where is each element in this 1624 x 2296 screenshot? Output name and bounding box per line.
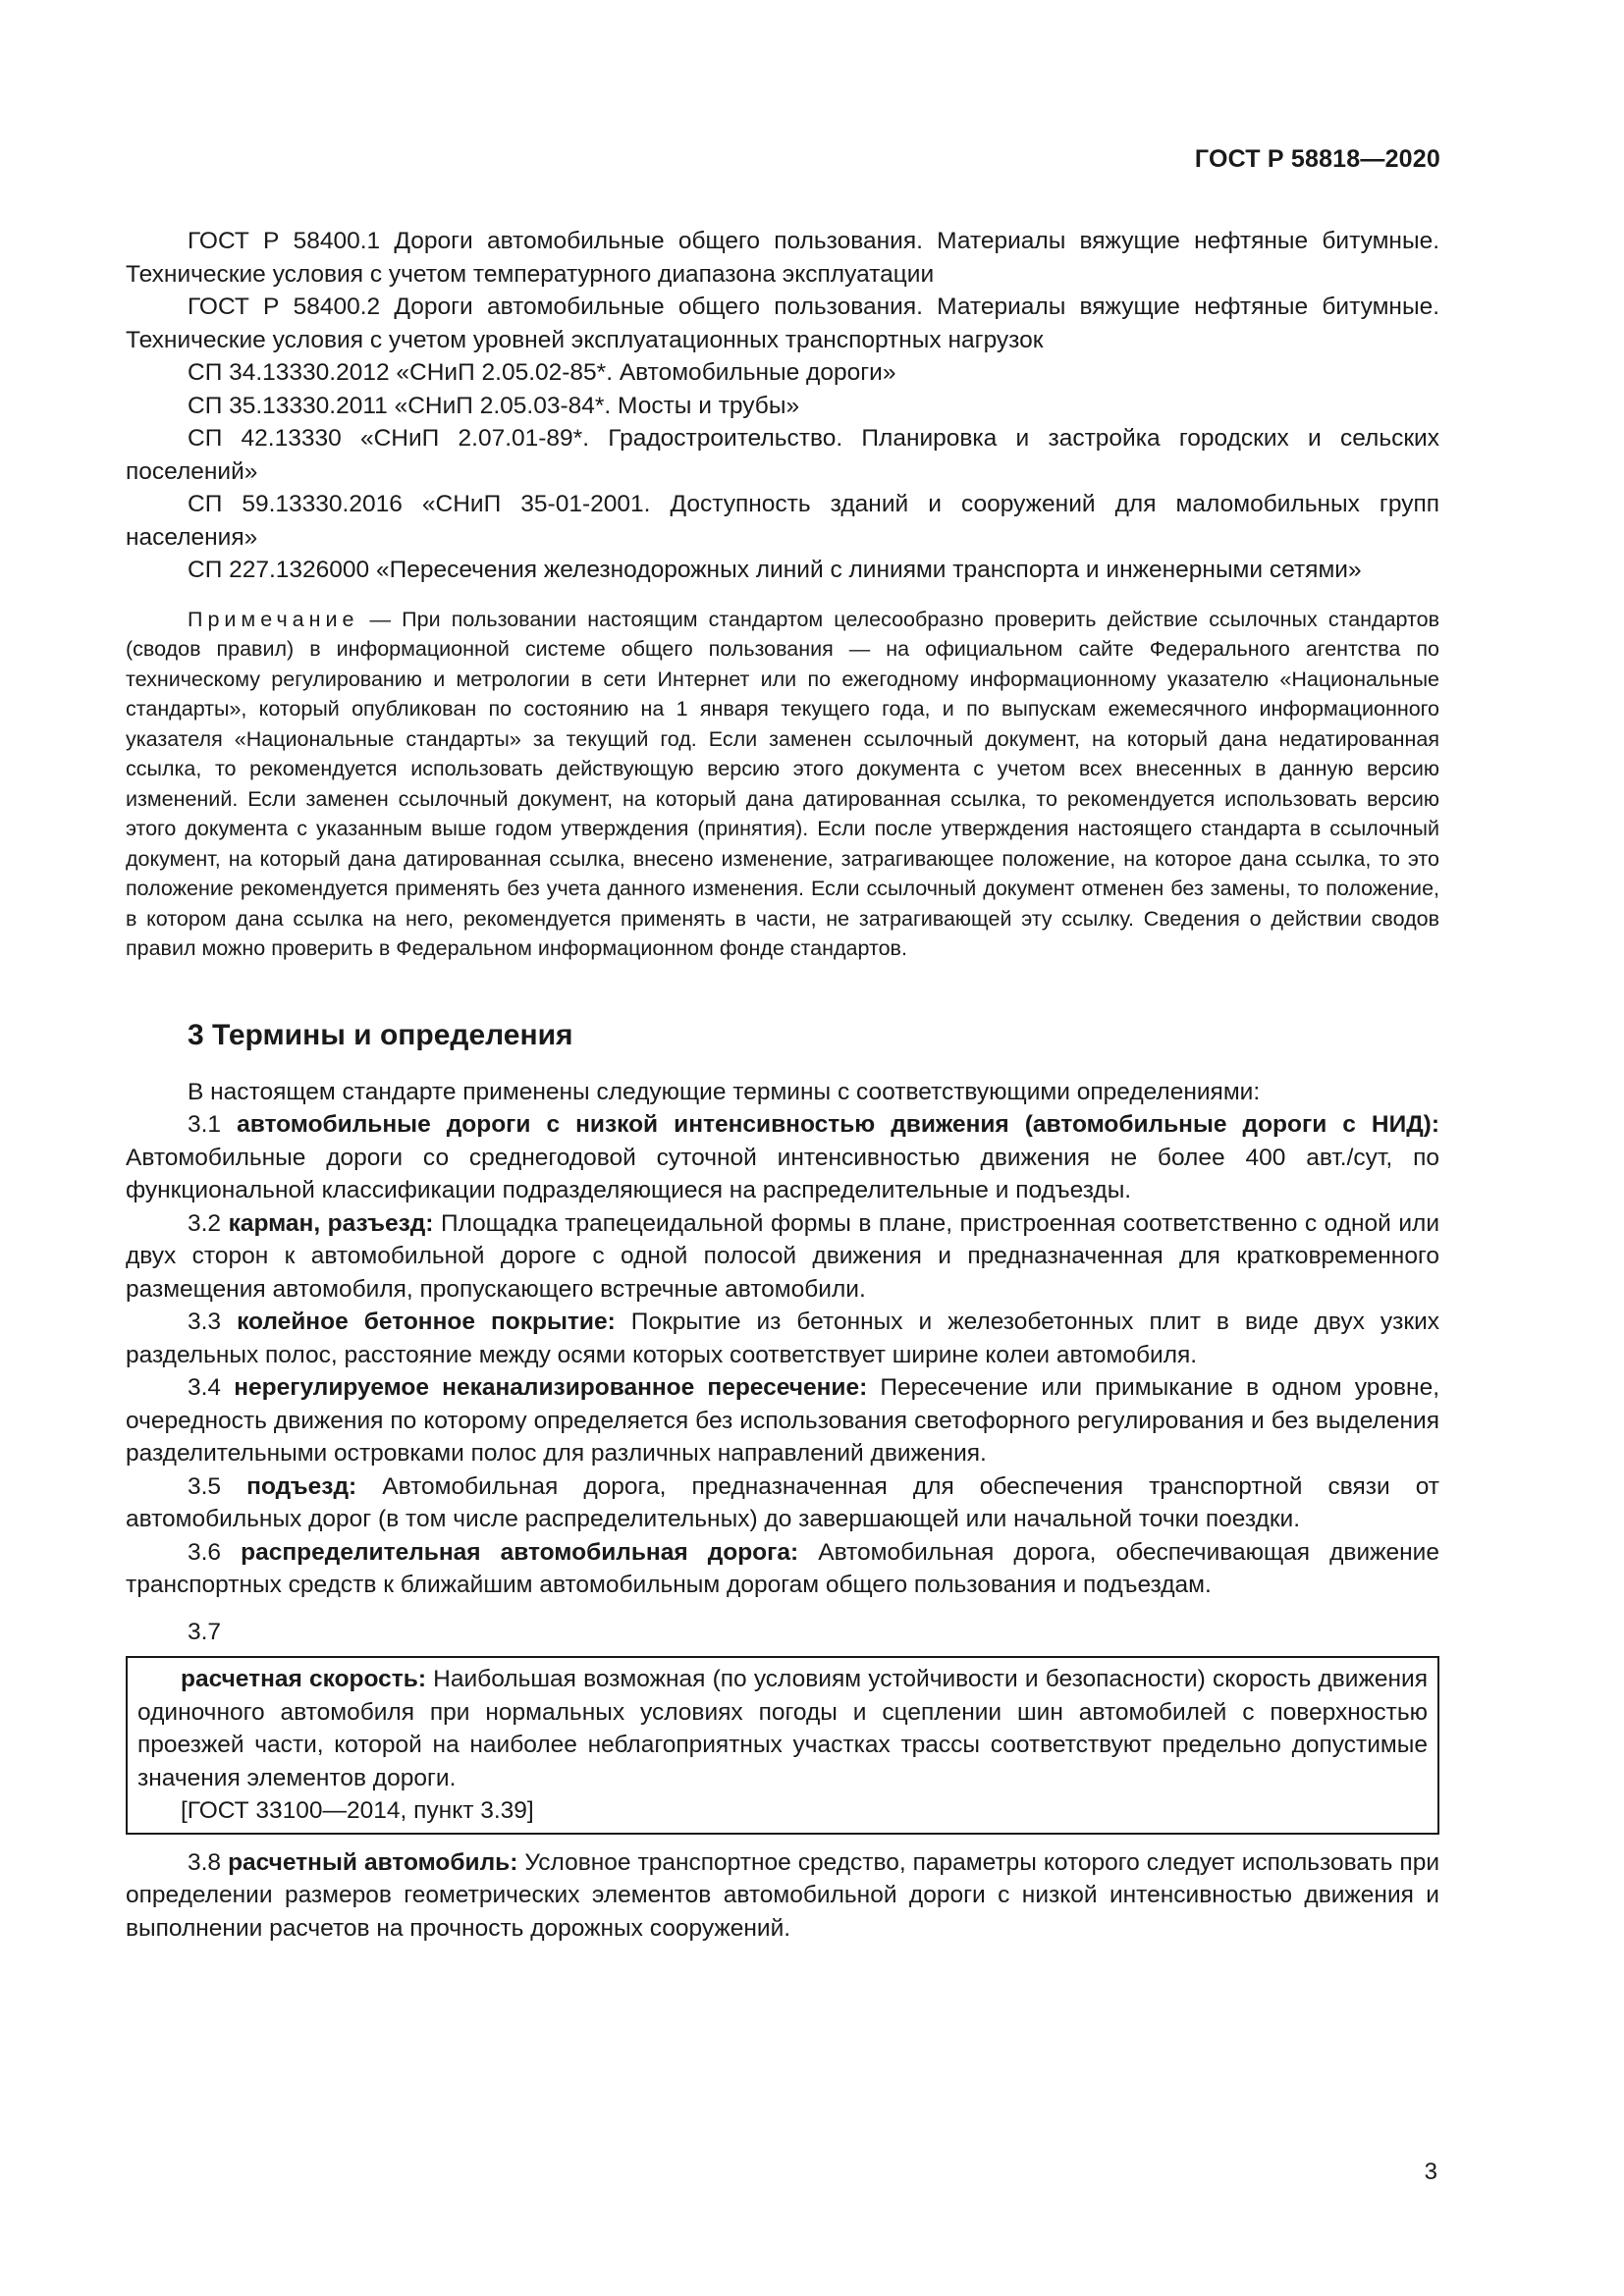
note-label: Примечание bbox=[188, 607, 359, 631]
term-number: 3.6 bbox=[188, 1538, 222, 1566]
term-definition bbox=[126, 1207, 1439, 1307]
term-text: Площадка трапецеидальной формы в плане, пристроенная соответственно с одной или двух сторон к автомобильной дороге с одной полосой движения и предназначенная для кратковременного размещения автомобиля, пропускающего встречные автомобили. bbox=[126, 1209, 1440, 1303]
term-text: Автомобильная дорога, обеспечивающая движение транспортных средств к ближайшим автомобильным дорогам общего пользования и подъездам. bbox=[126, 1538, 1439, 1598]
term-name: карман, разъезд: bbox=[228, 1209, 434, 1237]
term-name: автомобильные дороги с низкой интенсивностью движения (автомобильные дороги с НИД): bbox=[237, 1111, 1439, 1138]
term-text: Автомобильные дороги со среднегодовой суточной интенсивностью движения не более 400 авт./сут, по функциональной классификации подразделяющиеся на распределительные и подъезды. bbox=[126, 1144, 1439, 1203]
term-number: 3.5 bbox=[188, 1472, 222, 1500]
page-number: 3 bbox=[1424, 2159, 1437, 2185]
term-text: Наибольшая возможная (по условиям устойчивости и безопасности) скорость движения одиночного автомобиля при нормальных условиях погоды и сцеплении шин автомобилей с поверхностью проезжей части, которой на наиболее неблагоприятных участках трассы соответствуют предельно допустимые значения элементов дороги. bbox=[137, 1666, 1428, 1791]
term-number: 3.1 bbox=[188, 1111, 222, 1138]
reference-item: СП 42.13330 «СНиП 2.07.01-89*. Градостроительство. Планировка и застройка городских и сельских поселений» bbox=[126, 425, 1439, 485]
term-definition bbox=[126, 1108, 1439, 1207]
term-name: распределительная автомобильная дорога: bbox=[241, 1538, 799, 1566]
term-text: Автомобильная дорога, предназначенная для обеспечения транспортной связи от автомобильных дорог (в том числе распределительных) до завершающей или начальной точки поездки. bbox=[126, 1472, 1440, 1532]
term-name: расчетная скорость: bbox=[181, 1666, 426, 1692]
term-number: 3.3 bbox=[188, 1308, 222, 1335]
term-name: расчетный автомобиль: bbox=[228, 1848, 518, 1876]
document-header: ГОСТ Р 58818—2020 bbox=[1194, 145, 1440, 173]
term-number: 3.8 bbox=[188, 1848, 222, 1876]
section-title: 3 Термины и определения bbox=[188, 1018, 573, 1051]
term-text: Пересечение или примыкание в одном уровне, очередность движения по которому определяется без использования светофорного регулирования и без выделения разделительными островками полос для различных направлений движения. bbox=[126, 1374, 1440, 1467]
term-definition bbox=[126, 1470, 1439, 1536]
reference-item: СП 227.1326000 «Пересечения железнодорожных линий с линиями транспорта и инженерными сетями» bbox=[188, 557, 1362, 583]
term-definition bbox=[126, 1846, 1439, 1946]
term-definition bbox=[126, 1536, 1439, 1602]
borrowed-term-box bbox=[126, 1656, 1439, 1835]
term-name: подъезд: bbox=[246, 1472, 357, 1500]
reference-item: СП 59.13330.2016 «СНиП 35-01-2001. Доступность зданий и сооружений для маломобильных групп населения» bbox=[126, 491, 1439, 551]
page-content bbox=[126, 225, 1439, 1945]
term-text: Покрытие из бетонных и железобетонных плит в виде двух узких раздельных полос, расстояние между осями которых соответствует ширине колеи автомобиля. bbox=[126, 1308, 1440, 1368]
term-text: Условное транспортное средство, параметры которого следует использовать при определении размеров геометрических элементов автомобильной дороги с низкой интенсивностью движения и выполнении расчетов на прочность дорожных сооружений. bbox=[126, 1848, 1440, 1942]
boxed-term-definition bbox=[137, 1663, 1428, 1794]
references-note bbox=[126, 605, 1439, 964]
term-number: 3.4 bbox=[188, 1374, 222, 1401]
boxed-term-number: 3.7 bbox=[188, 1618, 222, 1645]
section-intro: В настоящем стандарте применены следующие термины с соответствующими определениями: bbox=[188, 1078, 1261, 1105]
note-text: — При пользовании настоящим стандартом целесообразно проверить действие ссылочных стандартов (сводов правил) в информационной системе общего пользования — на официальном сайте Федерального агентства по техническому регулированию и метрологии в сети Интернет или по ежегодному информационному указателю «Национальные стандарты», который опубликован по состоянию на 1 января текущего года, и по выпускам ежемесячного информационного указателя «Национальные стандарты» за текущий год. Если заменен ссылочный документ, на который дана недатированная ссылка, то рекомендуется использовать действующую версию этого документа с учетом всех внесенных в данную версию изменений. Если заменен ссылочный документ, на который дана датированная ссылка, то рекомендуется использовать версию этого документа с указанным выше годом утверждения (принятия). Если после утверждения настоящего стандарта в ссылочный документ, на который дана датированная ссылка, внесено изменение, затрагивающее положение, на которое дана ссылка, то это положение рекомендуется применять без учета данного изменения. Если ссылочный документ отменен без замены, то положение, в котором дана ссылка на него, рекомендуется применять в части, не затрагивающей эту ссылку. Сведения о действии сводов правил можно проверить в Федеральном информационном фонде стандартов. bbox=[126, 607, 1439, 960]
term-definition bbox=[126, 1371, 1439, 1470]
reference-item: СП 35.13330.2011 «СНиП 2.05.03-84*. Мосты и трубы» bbox=[188, 392, 800, 419]
normative-references bbox=[126, 225, 1439, 587]
term-number: 3.2 bbox=[188, 1209, 222, 1237]
term-source: [ГОСТ 33100—2014, пункт 3.39] bbox=[181, 1797, 534, 1824]
term-name: колейное бетонное покрытие: bbox=[237, 1308, 616, 1335]
term-name: нерегулируемое неканализированное пересечение: bbox=[234, 1374, 868, 1401]
reference-item: ГОСТ Р 58400.2 Дороги автомобильные общего пользования. Материалы вяжущие нефтяные битумные. Технические условия с учетом уровней эксплуатационных транспортных нагрузок bbox=[126, 294, 1439, 353]
reference-item: СП 34.13330.2012 «СНиП 2.05.02-85*. Автомобильные дороги» bbox=[188, 359, 896, 386]
term-definition bbox=[126, 1306, 1439, 1371]
reference-item: ГОСТ Р 58400.1 Дороги автомобильные общего пользования. Материалы вяжущие нефтяные битумные. Технические условия с учетом температурного диапазона эксплуатации bbox=[126, 228, 1439, 288]
